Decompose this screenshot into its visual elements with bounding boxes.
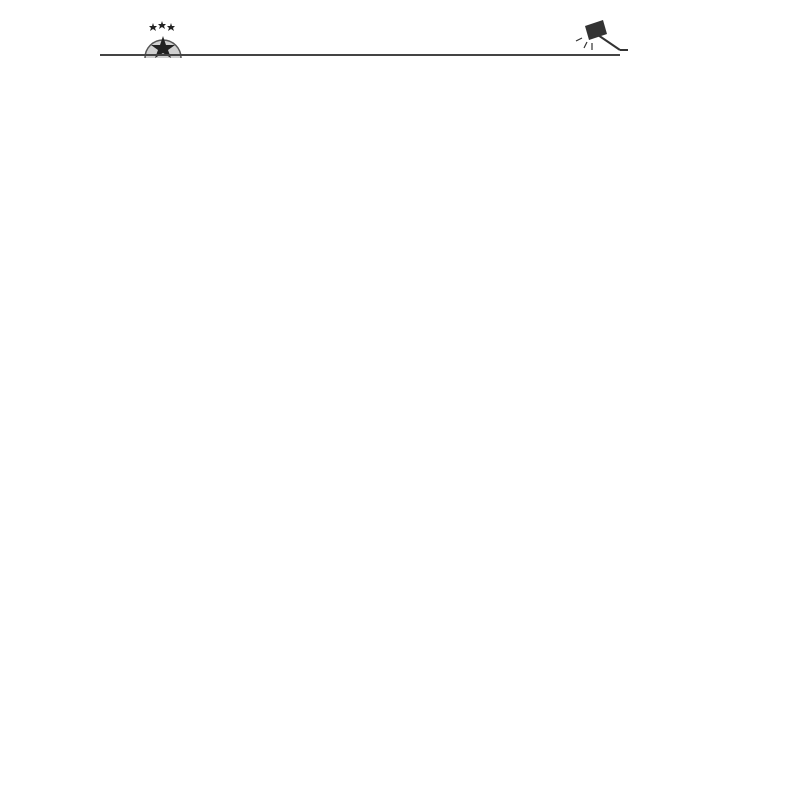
header-rule	[100, 54, 620, 56]
star-badge-icon	[145, 21, 181, 58]
lamp-icon	[576, 20, 628, 50]
